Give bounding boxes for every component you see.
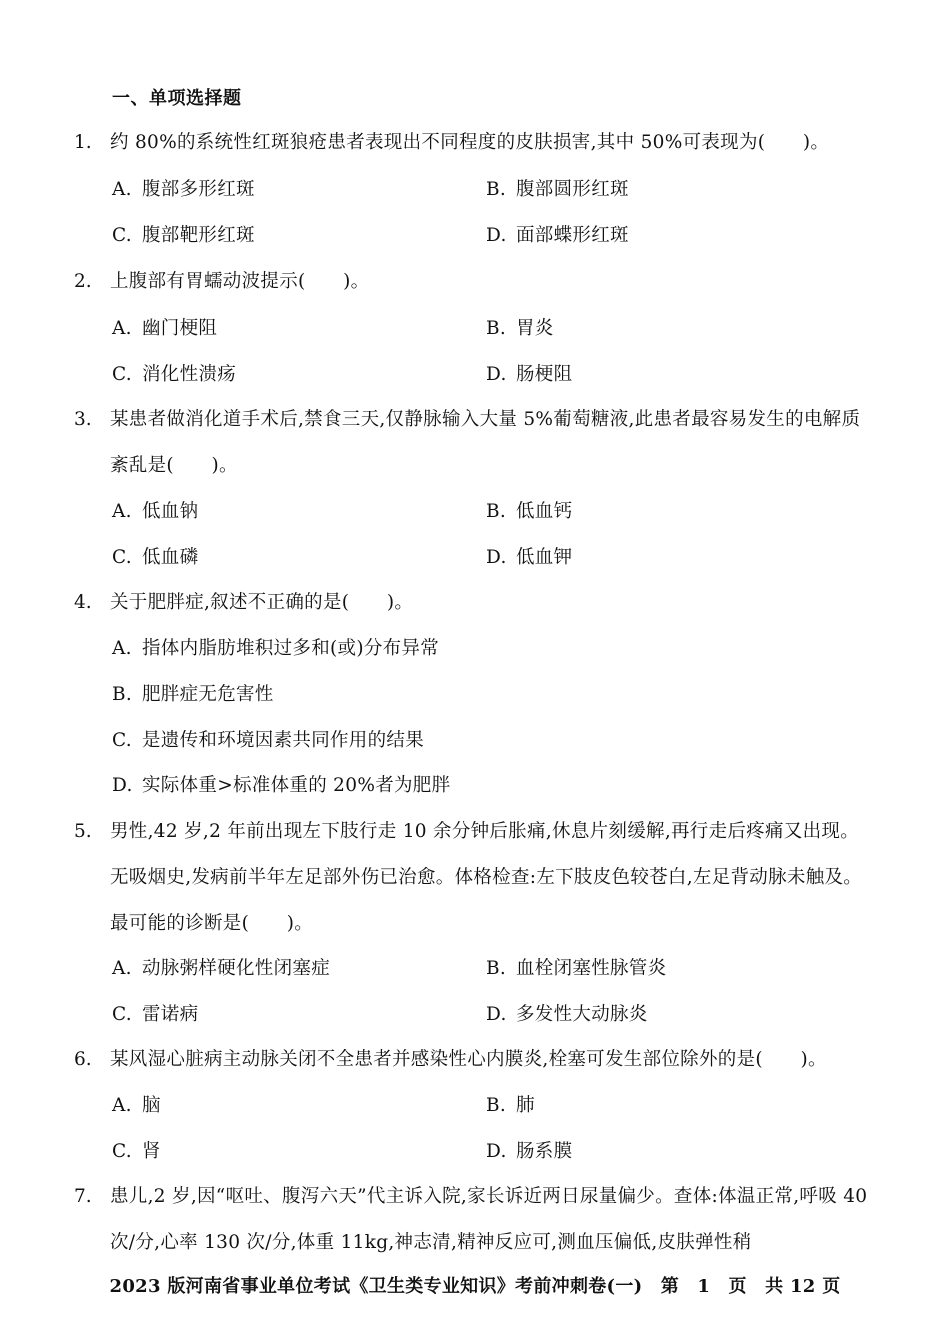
question-7 <box>74 1174 874 1266</box>
question-number: 1. <box>74 132 92 153</box>
question-stem: 男性,42 岁,2 年前出现左下肢行走 10 余分钟后胀痛,休息片刻缓解,再行走后疼痛又出现。无吸烟史,发病前半年左足部外伤已治愈。体格检查:左下肢皮色较苍白,左足背动脉未触及。最可能的诊断是( )。 <box>110 821 863 934</box>
option-b: B. 肥胖症无危害性 <box>112 684 274 705</box>
question-number: 4. <box>74 592 92 613</box>
question-6 <box>74 1037 874 1083</box>
option-b: B. 低血钙 <box>486 501 573 522</box>
question-number: 2. <box>74 271 92 292</box>
option-c: C. 低血磷 <box>112 547 199 568</box>
option-b: B. 腹部圆形红斑 <box>486 179 629 200</box>
option-a: A. 低血钠 <box>112 501 199 522</box>
option-b: B. 肺 <box>486 1095 535 1116</box>
question-stem: 某风湿心脏病主动脉关闭不全患者并感染性心内膜炎,栓塞可发生部位除外的是( )。 <box>110 1049 827 1070</box>
question-number: 7. <box>74 1186 92 1207</box>
option-c: C. 是遗传和环境因素共同作用的结果 <box>112 730 425 751</box>
question-number: 3. <box>74 409 92 430</box>
option-c: C. 腹部靶形红斑 <box>112 225 255 246</box>
page-footer: 2023 版河南省事业单位考试《卫生类专业知识》考前冲刺卷(一) 第 1 页 共 12 页 <box>109 1276 841 1297</box>
option-c: C. 消化性溃疡 <box>112 364 237 385</box>
option-b: B. 血栓闭塞性脉管炎 <box>486 958 667 979</box>
option-d: D. 低血钾 <box>486 547 573 568</box>
option-a: A. 腹部多形红斑 <box>112 179 255 200</box>
option-a: A. 幽门梗阻 <box>112 318 218 339</box>
question-4 <box>74 580 874 626</box>
option-c: C. 雷诺病 <box>112 1004 199 1025</box>
question-number: 6. <box>74 1049 92 1070</box>
question-1 <box>74 120 874 166</box>
option-c: C. 肾 <box>112 1141 161 1162</box>
option-b: B. 胃炎 <box>486 318 554 339</box>
question-stem: 关于肥胖症,叙述不正确的是( )。 <box>110 592 414 613</box>
section-title: 一、单项选择题 <box>112 88 242 109</box>
question-stem: 患儿,2 岁,因“呕吐、腹泻六天”代主诉入院,家长诉近两日尿量偏少。查体:体温正常,呼吸 40 次/分,心率 130 次/分,体重 11kg,神志清,精神反应可,测血压偏低,皮肤弹性稍 <box>110 1186 868 1253</box>
question-number: 5. <box>74 821 92 842</box>
question-stem: 某患者做消化道手术后,禁食三天,仅静脉输入大量 5%葡萄糖液,此患者最容易发生的电解质紊乱是( )。 <box>110 409 861 476</box>
option-d: D. 肠系膜 <box>486 1141 573 1162</box>
question-stem: 约 80%的系统性红斑狼疮患者表现出不同程度的皮肤损害,其中 50%可表现为( )。 <box>110 132 830 153</box>
option-d: D. 肠梗阻 <box>486 364 573 385</box>
question-2 <box>74 259 874 305</box>
question-5 <box>74 809 874 947</box>
option-a: A. 动脉粥样硬化性闭塞症 <box>112 958 331 979</box>
option-a: A. 脑 <box>112 1095 161 1116</box>
option-d: D. 实际体重>标准体重的 20%者为肥胖 <box>112 775 451 796</box>
question-stem: 上腹部有胃蠕动波提示( )。 <box>110 271 370 292</box>
option-a: A. 指体内脂肪堆积过多和(或)分布异常 <box>112 638 440 659</box>
option-d: D. 面部蝶形红斑 <box>486 225 629 246</box>
question-3 <box>74 397 874 489</box>
option-d: D. 多发性大动脉炎 <box>486 1004 648 1025</box>
